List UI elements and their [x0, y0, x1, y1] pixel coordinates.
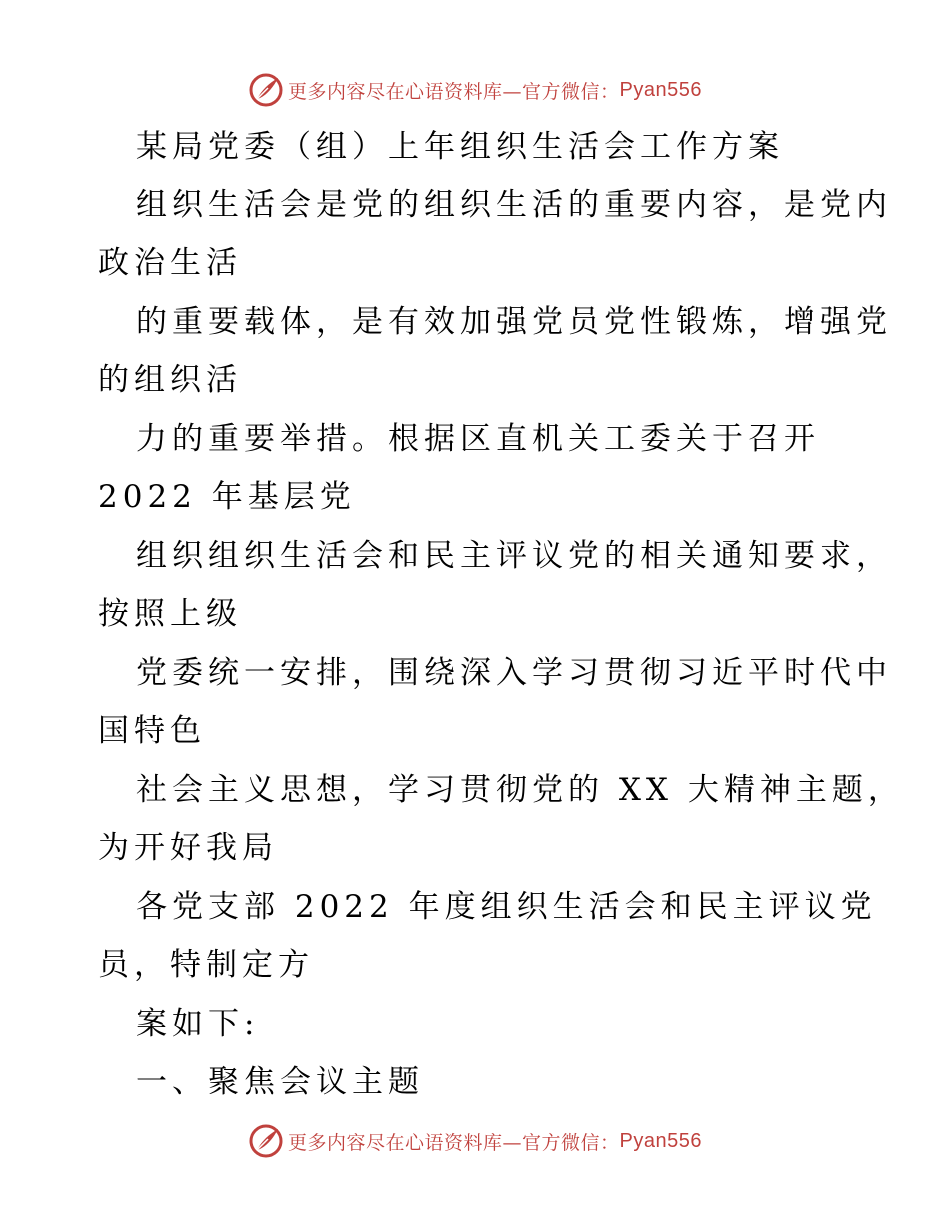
document-title: 某局党委（组）上年组织生活会工作方案: [136, 129, 784, 165]
paragraph-line: 各党支部 2022 年度组织生活会和民主评议党: [136, 889, 877, 925]
footer-watermark-banner: [0, 1121, 950, 1161]
paragraph-line: 社会主义思想，学习贯彻党的 XX 大精神主题，: [136, 772, 904, 808]
section-heading: 一、聚焦会议主题: [136, 1064, 424, 1100]
banner-text: 更多内容尽在心语资料库—官方微信：: [288, 1131, 620, 1154]
paragraph-line: 按照上级: [98, 596, 242, 632]
paragraph-line: 政治生活: [98, 245, 242, 281]
paragraph-line: 的组织活: [98, 362, 242, 398]
paragraph-line: 为开好我局: [98, 830, 278, 866]
paragraph-line: 组织组织生活会和民主评议党的相关通知要求，: [136, 538, 892, 574]
paragraph-line: 的重要载体，是有效加强党员党性锻炼，增强党: [136, 304, 892, 340]
paragraph-line: 力的重要举措。根据区直机关工委关于召开: [136, 421, 820, 457]
banner-text: 更多内容尽在心语资料库—官方微信：: [288, 80, 620, 103]
paragraph-line: 党委统一安排，围绕深入学习贯彻习近平时代中: [136, 655, 892, 691]
paragraph-line: 组织生活会是党的组织生活的重要内容，是党内: [136, 187, 892, 223]
paragraph-line: 员，特制定方: [98, 947, 314, 983]
paragraph-line: 国特色: [98, 713, 206, 749]
banner-wechat-id: Pyan556: [619, 1129, 702, 1152]
feather-logo-icon: [248, 1123, 284, 1159]
paragraph-line: 案如下:: [136, 1006, 260, 1042]
paragraph-line: 2022 年基层党: [98, 479, 356, 515]
banner-wechat-id: Pyan556: [619, 78, 702, 101]
